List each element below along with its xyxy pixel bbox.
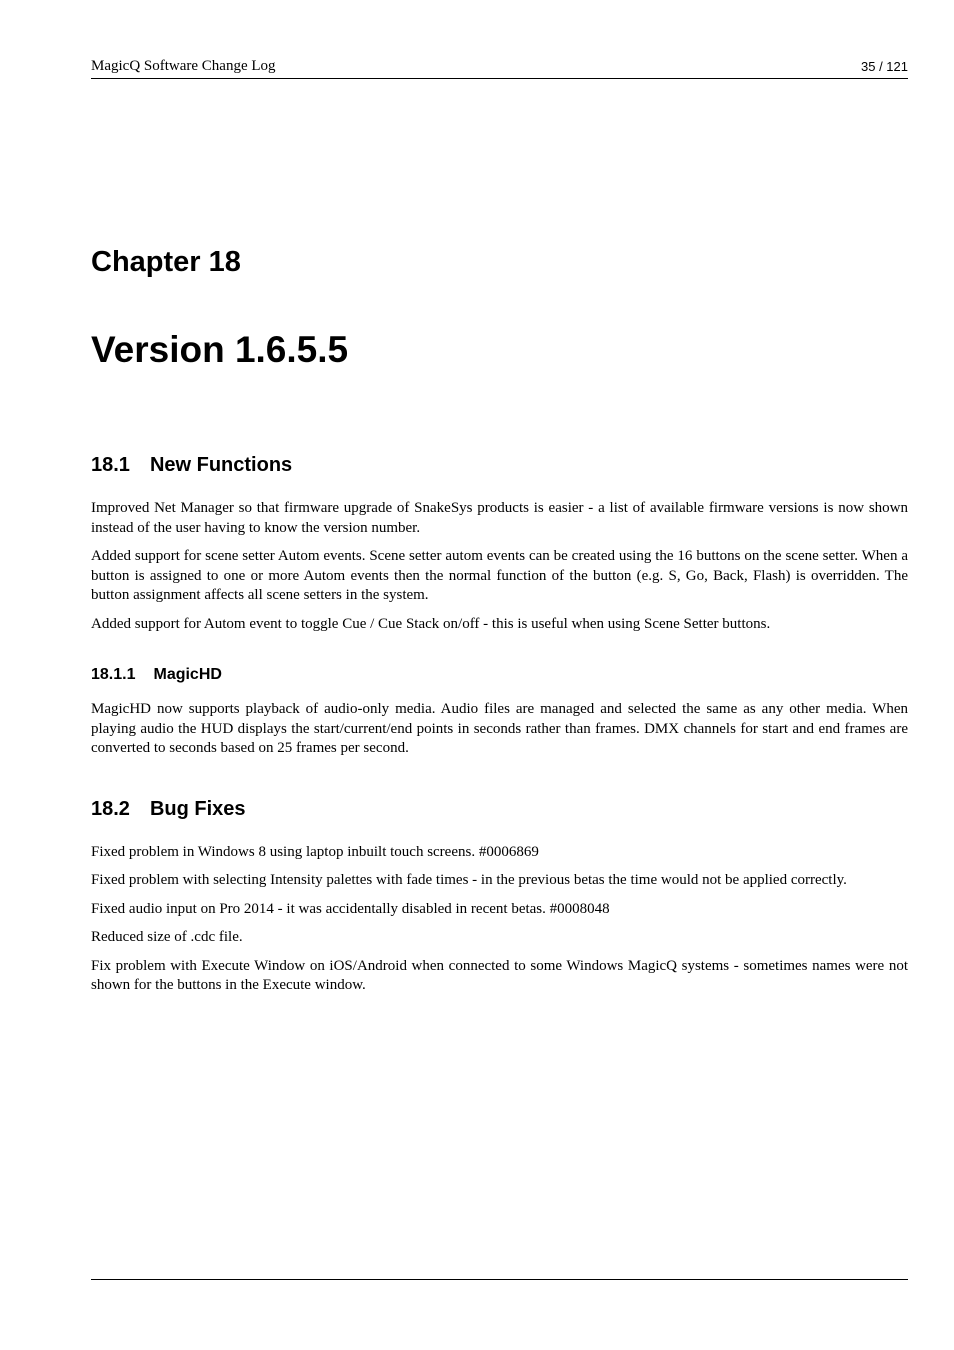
paragraph: Fix problem with Execute Window on iOS/Android when connected to some Windows MagicQ systems - sometimes names were not shown for the buttons in the Execute window. — [91, 957, 908, 993]
chapter-label: Chapter 18 — [91, 246, 241, 278]
document-title: MagicQ Software Change Log — [91, 58, 276, 74]
paragraph: Reduced size of .cdc file. — [91, 929, 243, 945]
section-title: Bug Fixes — [149, 797, 246, 820]
paragraph: MagicHD now supports playback of audio-only media. Audio files are managed and selected the same as any other media. When playing audio the HUD displays the start/current/end points in seconds rather than frames. DMX channels for start and end frames are converted to seconds based on 25 frames per second. — [91, 701, 908, 756]
section-number: 18.1 — [91, 454, 130, 476]
page-header — [91, 58, 908, 79]
section-heading-bug-fixes — [91, 796, 908, 822]
footer-divider — [91, 1279, 908, 1280]
section-title: New Functions — [149, 454, 293, 476]
subsection-heading-magichd — [91, 664, 908, 686]
section-heading-new-functions — [91, 452, 908, 478]
section-number: 18.2 — [91, 797, 130, 820]
page-number: 35 / 121 — [861, 59, 908, 74]
paragraph: Added support for Autom event to toggle Cue / Cue Stack on/off - this is useful when using Scene Setter buttons. — [91, 615, 771, 632]
subsection-number: 18.1.1 — [91, 666, 136, 683]
paragraph: Added support for scene setter Autom events. Scene setter autom events can be created using the 16 buttons on the scene setter. When a button is assigned to one or more Autom events then the normal function of the button (e.g. S, Go, Back, Flash) is overridden. The button assignment affects all scene setters in the system. — [91, 548, 908, 603]
paragraph: Fixed audio input on Pro 2014 - it was accidentally disabled in recent betas. #0008048 — [91, 900, 610, 917]
paragraph: Improved Net Manager so that firmware upgrade of SnakeSys products is easier - a list of available firmware versions is now shown instead of the user having to know the version number. — [91, 500, 908, 536]
chapter-title: Version 1.6.5.5 — [91, 329, 349, 370]
paragraph: Fixed problem with selecting Intensity palettes with fade times - in the previous betas the time would not be applied correctly. — [91, 872, 847, 888]
subsection-title: MagicHD — [153, 666, 222, 683]
chapter-content — [91, 452, 908, 1005]
paragraph: Fixed problem in Windows 8 using laptop inbuilt touch screens. #0006869 — [91, 843, 539, 860]
